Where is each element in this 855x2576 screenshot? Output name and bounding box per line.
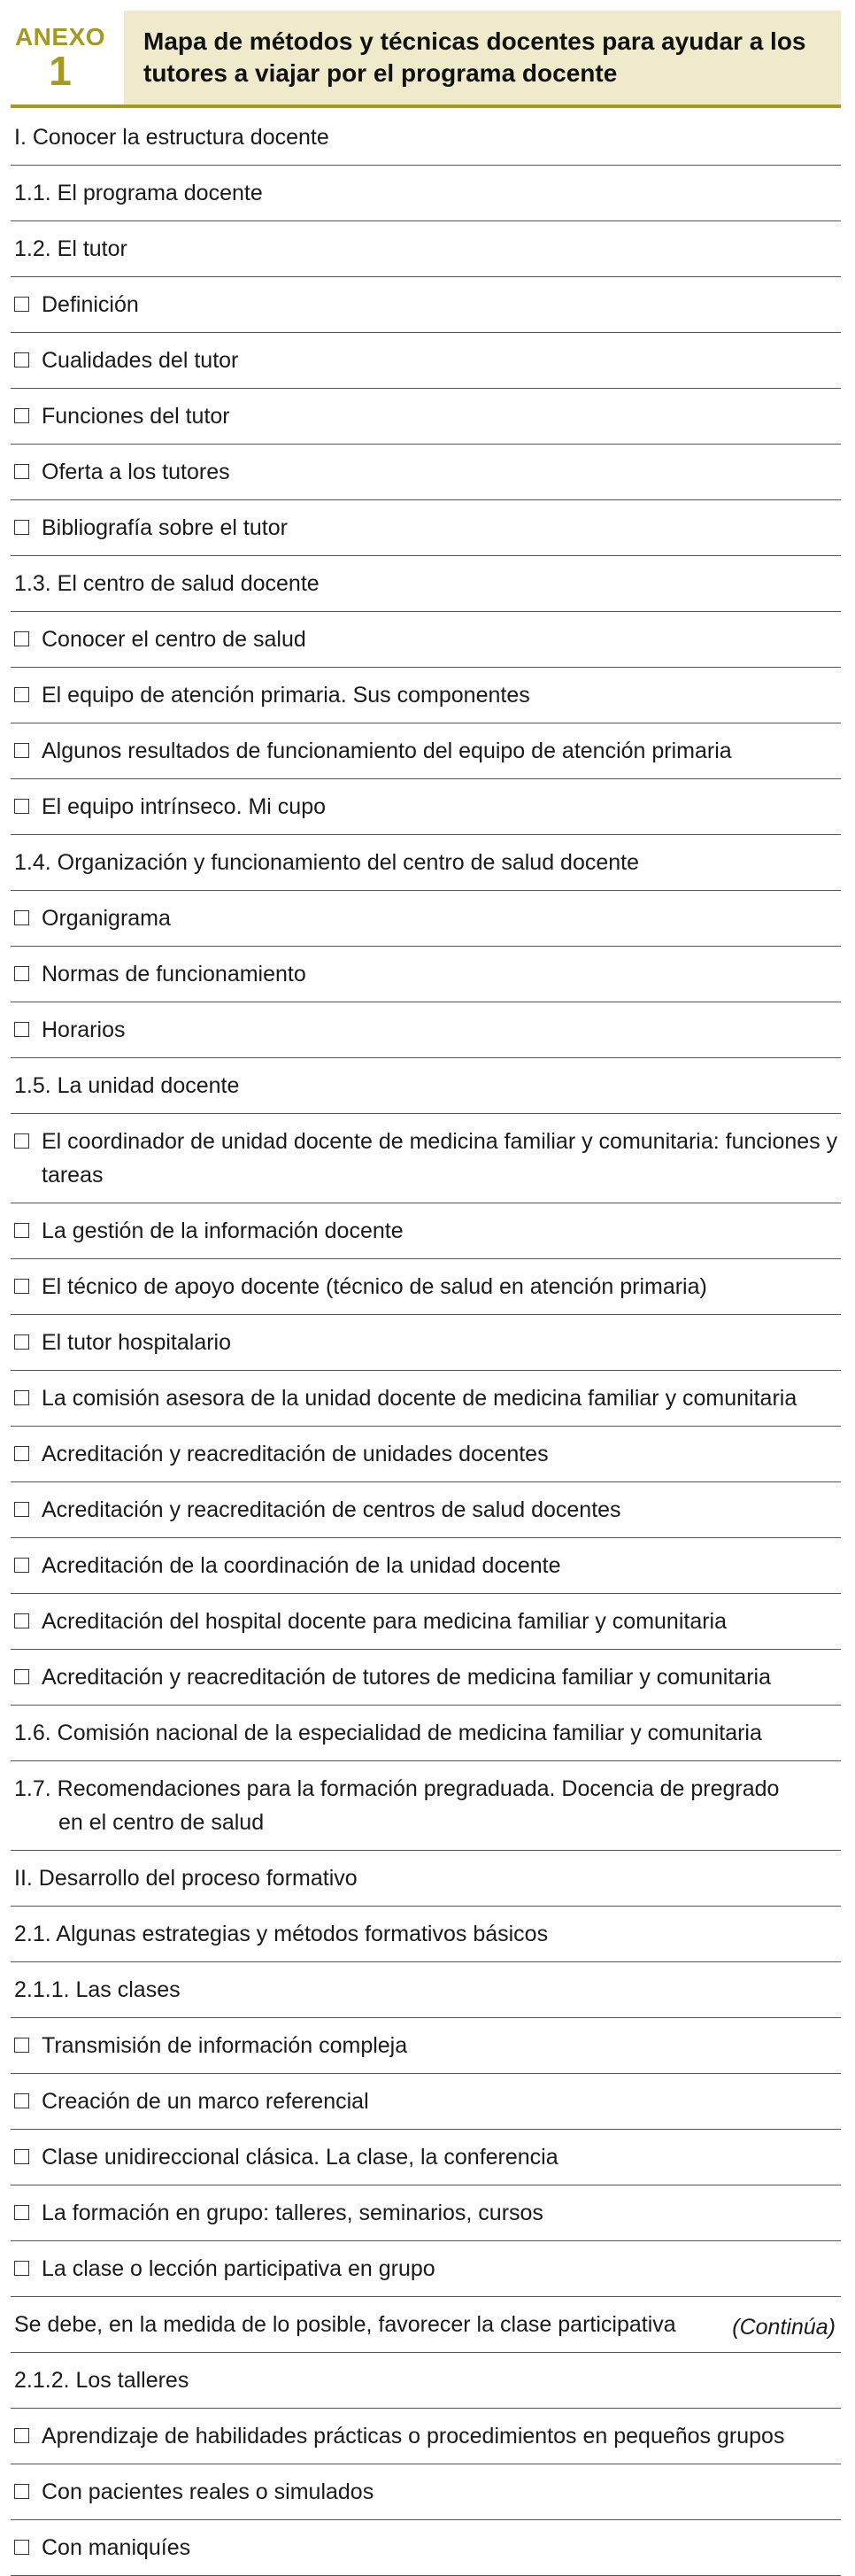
heading-text: 1.6. Comisión nacional de la especialidad de medicina familiar y comunitaria <box>14 1721 762 1745</box>
checklist-item <box>11 1114 841 1203</box>
annex-page <box>11 11 841 2576</box>
heading-line-1: 1.7. Recomendaciones para la formación pregraduada. Docencia de pregrado <box>14 1776 780 1801</box>
heading-text: 1.4. Organización y funcionamiento del centro de salud docente <box>14 850 640 875</box>
section-heading <box>11 1962 841 2018</box>
item-text: Algunos resultados de funcionamiento del equipo de atención primaria <box>42 739 732 763</box>
checklist-item <box>11 500 841 556</box>
checklist-item <box>11 2074 841 2130</box>
checklist-item <box>11 2520 841 2576</box>
section-heading <box>11 1761 841 1851</box>
checklist-item <box>11 1482 841 1538</box>
item-text: Horarios <box>42 1017 126 1042</box>
checkbox-icon <box>14 2038 29 2053</box>
checkbox-icon <box>14 464 29 479</box>
checkbox-icon <box>14 1446 29 1461</box>
checklist-item <box>11 2241 841 2297</box>
heading-text: 1.5. La unidad docente <box>14 1073 240 1098</box>
item-text: La formación en grupo: talleres, seminarios, cursos <box>42 2201 543 2225</box>
checklist-item <box>11 723 841 779</box>
checkbox-icon <box>14 799 29 814</box>
checklist-item <box>11 1594 841 1650</box>
checkbox-icon <box>14 297 29 312</box>
section-heading <box>11 110 841 166</box>
checklist-item <box>11 1650 841 1706</box>
checkbox-icon <box>14 2540 29 2555</box>
item-text: Oferta a los tutores <box>42 460 230 484</box>
item-text: Acreditación y reacreditación de unidades docentes <box>42 1442 549 1466</box>
heading-text: 2.1.1. Las clases <box>14 1977 181 2002</box>
checkbox-icon <box>14 1133 29 1149</box>
checklist-item <box>11 2464 841 2520</box>
checkbox-icon <box>14 910 29 925</box>
item-text: Acreditación y reacreditación de centros de salud docentes <box>42 1497 621 1522</box>
section-heading <box>11 221 841 277</box>
heading-text: I. Conocer la estructura docente <box>14 125 329 150</box>
checklist-item <box>11 1371 841 1427</box>
section-heading <box>11 166 841 221</box>
checkbox-icon <box>14 2428 29 2443</box>
item-text: Creación de un marco referencial <box>42 2089 369 2114</box>
heading-text: II. Desarrollo del proceso formativo <box>14 1866 358 1891</box>
checklist-item <box>11 668 841 723</box>
checkbox-icon <box>14 1502 29 1517</box>
checklist-item <box>11 1259 841 1315</box>
item-text: El técnico de apoyo docente (técnico de salud en atención primaria) <box>42 1274 707 1299</box>
checkbox-icon <box>14 2261 29 2276</box>
section-heading <box>11 1851 841 1907</box>
item-text: Acreditación de la coordinación de la unidad docente <box>42 1553 561 1578</box>
section-heading <box>11 1058 841 1114</box>
checklist-item <box>11 2018 841 2074</box>
checkbox-icon <box>14 1613 29 1628</box>
heading-text: 2.1. Algunas estrategias y métodos formativos básicos <box>14 1922 549 1946</box>
heading-text: 1.1. El programa docente <box>14 181 263 205</box>
checklist-item <box>11 779 841 835</box>
checkbox-icon <box>14 2093 29 2108</box>
item-text: Funciones del tutor <box>42 404 230 429</box>
heading-text: 1.2. El tutor <box>14 236 127 261</box>
section-heading <box>11 2297 841 2353</box>
checklist-item <box>11 2409 841 2464</box>
checkbox-icon <box>14 2205 29 2220</box>
item-text: Acreditación y reacreditación de tutores de medicina familiar y comunitaria <box>42 1665 771 1690</box>
annex-badge <box>11 11 110 104</box>
checklist-item <box>11 1203 841 1259</box>
section-heading <box>11 835 841 891</box>
heading-text <box>11 1772 841 1839</box>
checklist-item <box>11 277 841 333</box>
checklist-item <box>11 1315 841 1371</box>
item-text: Definición <box>42 292 139 317</box>
checklist-item <box>11 1427 841 1482</box>
heading-line-2: en el centro de salud <box>58 1810 265 1835</box>
checklist-item <box>11 2185 841 2241</box>
item-text: Transmisión de información compleja <box>42 2033 408 2058</box>
item-text: El coordinador de unidad docente de medicina familiar y comunitaria: funciones y tareas <box>42 1129 838 1187</box>
checkbox-icon <box>14 1334 29 1350</box>
item-text: Con pacientes reales o simulados <box>42 2479 374 2504</box>
item-text: Clase unidireccional clásica. La clase, la conferencia <box>42 2145 558 2170</box>
item-text: Cualidades del tutor <box>42 348 239 373</box>
checkbox-icon <box>14 687 29 702</box>
checklist-item <box>11 1002 841 1058</box>
section-heading <box>11 2353 841 2409</box>
heading-text: Se debe, en la medida de lo posible, favorecer la clase participativa <box>14 2312 676 2337</box>
checkbox-icon <box>14 1022 29 1037</box>
checklist-item <box>11 947 841 1002</box>
checklist-item <box>11 612 841 668</box>
item-text: La gestión de la información docente <box>42 1218 404 1243</box>
checkbox-icon <box>14 408 29 423</box>
item-text: La clase o lección participativa en grupo <box>42 2256 435 2281</box>
checkbox-icon <box>14 743 29 758</box>
checkbox-icon <box>14 2484 29 2499</box>
checklist-item <box>11 2130 841 2185</box>
checkbox-icon <box>14 631 29 646</box>
checklist-item <box>11 389 841 445</box>
checklist-item <box>11 1538 841 1594</box>
checkbox-icon <box>14 1390 29 1405</box>
heading-text: 2.1.2. Los talleres <box>14 2368 189 2393</box>
item-text: Bibliografía sobre el tutor <box>42 515 288 540</box>
checklist-item <box>11 891 841 947</box>
item-text: Con maniquíes <box>42 2535 191 2560</box>
checkbox-icon <box>14 1669 29 1684</box>
section-heading <box>11 1907 841 1962</box>
item-text: Organigrama <box>42 906 171 931</box>
heading-text: 1.3. El centro de salud docente <box>14 571 320 596</box>
checkbox-icon <box>14 1558 29 1573</box>
item-text: Conocer el centro de salud <box>42 627 306 652</box>
checkbox-icon <box>14 520 29 535</box>
checkbox-icon <box>14 1279 29 1294</box>
checklist-item <box>11 333 841 389</box>
section-heading <box>11 1706 841 1761</box>
checkbox-icon <box>14 966 29 981</box>
checkbox-icon <box>14 2149 29 2164</box>
item-text: El tutor hospitalario <box>42 1330 232 1355</box>
section-heading <box>11 556 841 612</box>
annex-title: Mapa de métodos y técnicas docentes para ayudar a los tutores a viajar por el programa docente <box>124 11 841 104</box>
checklist-item <box>11 445 841 500</box>
item-text: Aprendizaje de habilidades prácticas o procedimientos en pequeños grupos <box>42 2424 785 2448</box>
item-text: El equipo intrínseco. Mi cupo <box>42 794 327 819</box>
annex-label: ANEXO <box>14 23 106 51</box>
method-list <box>11 110 841 2576</box>
checkbox-icon <box>14 1223 29 1238</box>
continued-note: (Continúa) <box>732 2315 836 2340</box>
item-text: La comisión asesora de la unidad docente de medicina familiar y comunitaria <box>42 1386 797 1411</box>
checkbox-icon <box>14 352 29 367</box>
item-text: Acreditación del hospital docente para medicina familiar y comunitaria <box>42 1609 728 1634</box>
item-text: El equipo de atención primaria. Sus componentes <box>42 683 530 708</box>
annex-header <box>11 11 841 108</box>
item-text: Normas de funcionamiento <box>42 962 306 986</box>
annex-number: 1 <box>49 47 72 94</box>
